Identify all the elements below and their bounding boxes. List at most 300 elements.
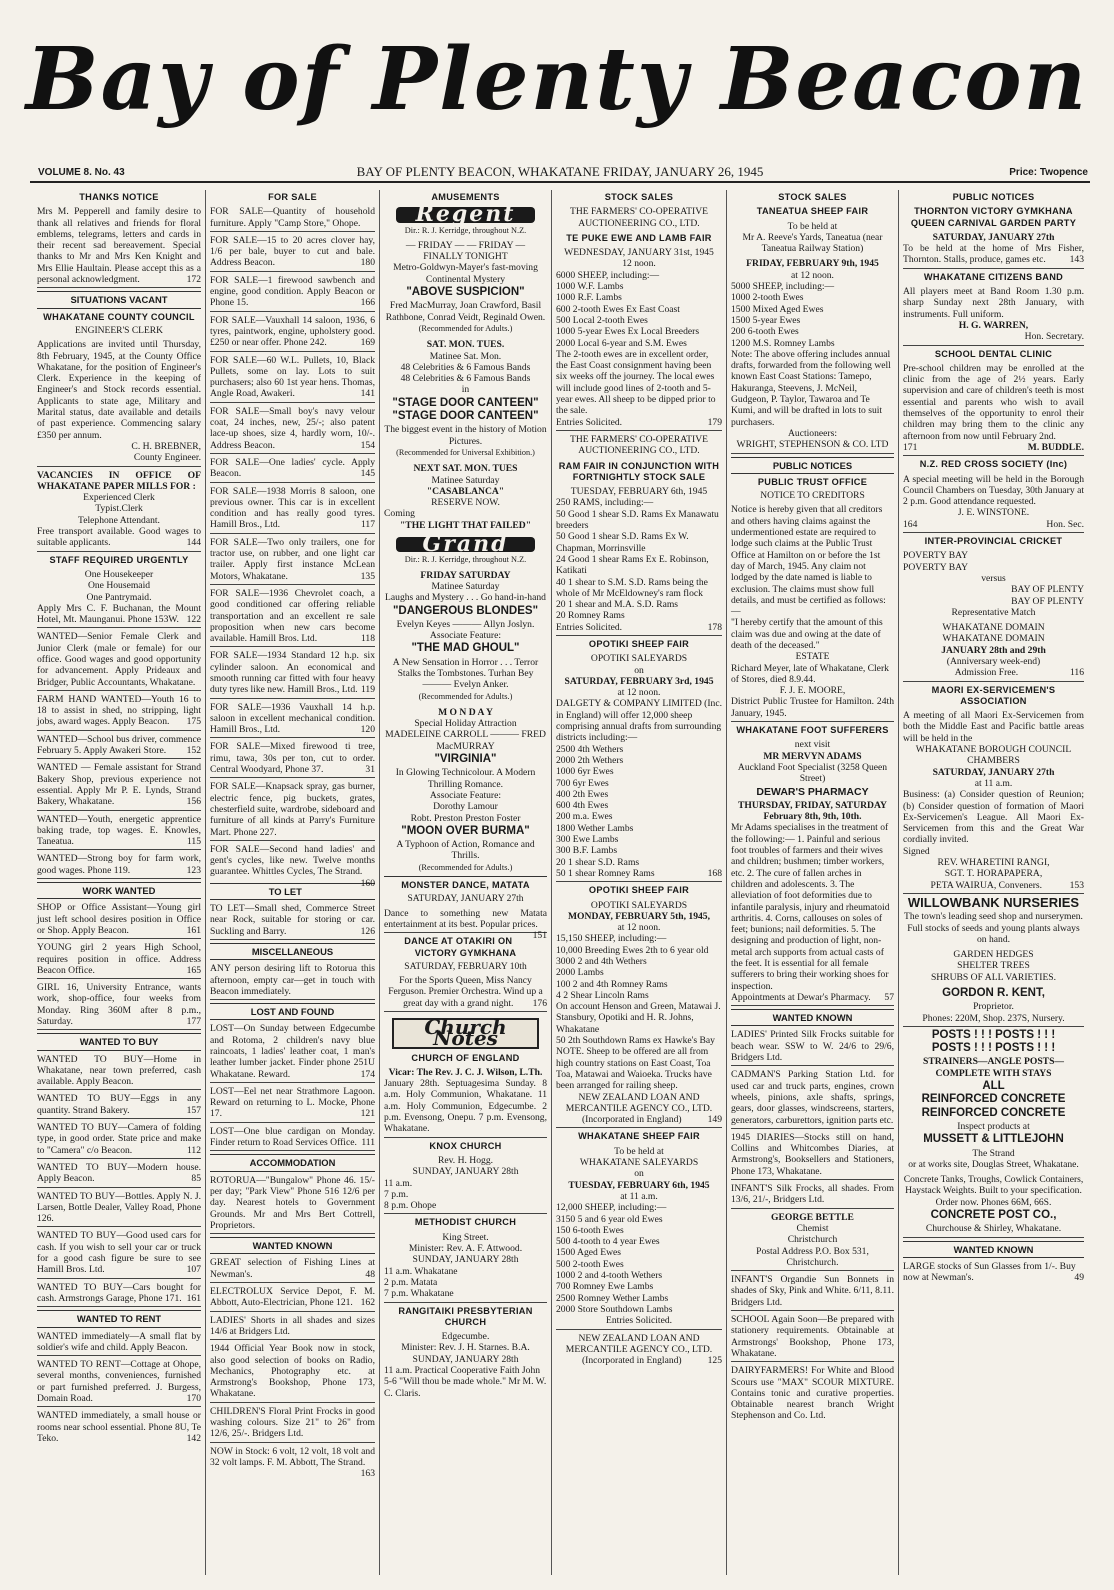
fair-item: 2000 Lambs bbox=[556, 967, 604, 979]
fair-item: 300 B.F. Lambs bbox=[556, 845, 618, 857]
show-note: Coming bbox=[384, 508, 415, 520]
ref-number: 166 bbox=[360, 297, 375, 309]
ad-text: FOR SALE—Quantity of household furniture. Apply "Camp Store," Ohope. bbox=[210, 206, 375, 229]
film-cast: Fred MacMurray, Joan Crawford, Basil Rathbone, Conrad Veidt, Reginald Owen. bbox=[385, 300, 546, 323]
church-minister: Minister: Rev. A. F. Attwood. bbox=[408, 1243, 523, 1255]
fair-item: 200 m.a. Ewes bbox=[556, 811, 613, 823]
classified-ad: 1944 Official Year Book now in stock, also good selection of books on Radio, Mechanics, Photography etc. at Armstrong's Bookshop, Phone 173, Whakatane. bbox=[210, 1343, 375, 1402]
film-cast: Dorothy Lamour bbox=[433, 801, 498, 813]
ad-text: FOR SALE—1936 Chevrolet coach, a good conditioned car offering reliable transportation and an excellent re sale proposition when new cars become available. Hamill Bros. Ltd. bbox=[210, 587, 375, 645]
ref-number: 157 bbox=[186, 1104, 201, 1116]
for-sale-ad bbox=[210, 486, 375, 534]
show-note: RESERVE NOW. bbox=[431, 497, 500, 509]
fair-note: DALGETY & COMPANY LIMITED (Inc. in England) will offer 12,000 sheep comprising annual drafts from surrounding districts including:— bbox=[556, 698, 723, 744]
notice-heading: PUBLIC TRUST OFFICE bbox=[757, 476, 868, 487]
notice-heading: INTER-PROVINCIAL CRICKET bbox=[924, 536, 1063, 547]
ref-number: 112 bbox=[186, 1144, 201, 1156]
ref-number: 161 bbox=[186, 924, 201, 936]
team: BAY OF PLENTY bbox=[1011, 595, 1084, 607]
film-title: "THE LIGHT THAT FAILED" bbox=[399, 519, 532, 531]
service-time: 8 p.m. Ohope bbox=[384, 1200, 437, 1212]
ad-text: YOUNG girl 2 years High School, requires position in office. Address Beacon Office. bbox=[37, 942, 201, 976]
for-sale-ad bbox=[210, 406, 375, 454]
grand-logo: Grand bbox=[396, 537, 535, 552]
venue: WHAKATANE BOROUGH COUNCIL CHAMBERS bbox=[915, 744, 1072, 767]
notice-heading: MAORI EX-SERVICEMEN'S ASSOCIATION bbox=[931, 684, 1056, 706]
section-heading: WANTED KNOWN bbox=[903, 1241, 1084, 1258]
ad-text: For the Sports Queen, Miss Nancy Ferguson. Premier Orchestra. Wind up a great day with a grand night. bbox=[388, 975, 543, 1009]
fair-date: MONDAY, FEBRUARY 5th, 1945, bbox=[568, 910, 710, 922]
notice-text: A special meeting will be held in the Borough Council Chambers on Tuesday, 30th January at 2 p.m. Good attendance requested. bbox=[903, 473, 1084, 508]
ad-text: NOW in Stock: 6 volt, 12 volt, 18 volt and 32 volt lamps. F. M. Abbott, The Strand. bbox=[210, 1445, 375, 1468]
classified-ad: CADMAN'S Parking Station Ltd. for used car and truck parts, engines, crown wheels, pinions, axle shafts, springs, gears, door glasses, windscreens, starters, generators, carburettors, ignition parts etc. bbox=[731, 1069, 894, 1128]
ad-heading: WHAKATANE COUNTY COUNCIL bbox=[43, 311, 195, 322]
ad-text: SHOP or Office Assistant—Young girl just left school desires position in Office or Shop. Apply Beacon. bbox=[37, 902, 201, 936]
show-note: Matinee Saturday bbox=[431, 474, 500, 486]
ad-text: WANTED TO BUY—Eggs in any quantity. Strand Bakery. bbox=[37, 1093, 201, 1116]
fair-item: 50 Good 1 shear S.D. Rams Ex Manawatu breeders bbox=[556, 508, 719, 532]
classified-ad bbox=[37, 1230, 201, 1278]
church-notes-logo: Church Notes bbox=[392, 1018, 539, 1049]
fair-venue: OPOTIKI SALEYARDS bbox=[590, 653, 688, 665]
fair-date: FRIDAY, FEBRUARY 9th, 1945 bbox=[746, 258, 879, 270]
section-heading: FOR SALE bbox=[268, 192, 317, 202]
for-sale-ad bbox=[210, 235, 375, 272]
dance-ad bbox=[384, 880, 547, 942]
concrete-ad bbox=[903, 1030, 1084, 1238]
ref-number: 160 bbox=[360, 877, 375, 889]
ad-text: Apply Mrs C. F. Buchanan, the Mount Hotel, Mt. Maunganui. Phone 153W. bbox=[37, 602, 201, 626]
fair-date: WEDNESDAY, JANUARY 31st, 1945 bbox=[564, 247, 714, 259]
classified-ad bbox=[37, 1122, 201, 1159]
ad-text: The town's leading seed shop and nurserymen. Full stocks of seeds and young plants always on hand. bbox=[904, 911, 1083, 945]
ad-line: Churchouse & Shirley, Whakatane. bbox=[925, 1223, 1062, 1235]
ad-heading: STAFF REQUIRED URGENTLY bbox=[49, 554, 189, 565]
section-heading: PUBLIC NOTICES bbox=[952, 192, 1035, 202]
classified-ad bbox=[37, 762, 201, 810]
church-times bbox=[384, 1178, 547, 1215]
appointment-line bbox=[731, 992, 894, 1006]
match-sub: (Anniversary week-end) bbox=[946, 655, 1041, 667]
signature: M. BUDDLE. bbox=[1027, 441, 1084, 453]
fair-item: 2000 Local 6-year and S.M. Ewes bbox=[556, 337, 687, 349]
classified-ad bbox=[37, 1282, 201, 1308]
show-note: FINALLY TONIGHT bbox=[423, 251, 508, 263]
notice-heading: THORNTON VICTORY GYMKHANA QUEEN CARNIVAL GARDEN PARTY bbox=[910, 206, 1077, 228]
ad-line: GARDEN HEDGES bbox=[953, 949, 1034, 961]
ad-text: FOR SALE—Small boy's navy velour coat, 24 inches, new, 25/-; also patent lace-up shoes, size 4, hardly worn, 10/-. Address Beacon. bbox=[210, 405, 375, 451]
classified-ad bbox=[210, 1257, 375, 1283]
church-minister: Rev. H. Hogg. bbox=[437, 1154, 494, 1166]
ad-text: LOST—On Sunday between Edgecumbe and Rotoma, 2 children's navy blue raincoats, 1 ladies' leather coat, 1 man's leather lumber jacket. Finder phone 251U Whakatane. Reward. bbox=[210, 1023, 375, 1080]
film-rating: (Recommended for Universal Exhibition.) bbox=[396, 447, 535, 457]
ref-number: 120 bbox=[360, 724, 375, 736]
fair-heading: TANEATUA SHEEP FAIR bbox=[756, 206, 869, 217]
classified-ad bbox=[37, 902, 201, 939]
fair-item: 200 6-tooth Ewes bbox=[731, 326, 799, 338]
staff-ad bbox=[37, 555, 201, 629]
fair-footer bbox=[556, 1333, 722, 1367]
film-title: "DANGEROUS BLONDES" bbox=[392, 604, 539, 617]
notice-subheading: next visit bbox=[794, 739, 831, 751]
show-day: NEXT SAT. MON. TUES bbox=[413, 463, 518, 475]
ad-text: FOR SALE—1938 Morris 8 saloon, one previous owner. This car is in excellent condition and has really good tyres. Hamill Bros., Ltd. bbox=[210, 485, 375, 531]
church-date: SUNDAY, JANUARY 28th bbox=[412, 1166, 519, 1178]
show-note: Matinee Sat. Mon. bbox=[429, 350, 502, 362]
ref-number: 178 bbox=[707, 621, 722, 633]
fair-heading: WHAKATANE SHEEP FAIR bbox=[578, 1131, 700, 1142]
film-title: "THE MAD GHOUL" bbox=[411, 642, 520, 655]
ad-text: FOR SALE—15 to 20 acres clover hay, 1/6 per bale, buyer to cut and bale. Address Beacon. bbox=[210, 234, 375, 269]
fair-item: 1800 Wether Lambs bbox=[556, 822, 634, 834]
fair-heading: TE PUKE EWE AND LAMB FAIR bbox=[566, 232, 712, 243]
ref-number: 141 bbox=[360, 388, 375, 400]
ad-line: SHRUBS OF ALL VARIETIES. bbox=[930, 971, 1057, 983]
ad-line: Experienced Clerk bbox=[83, 492, 155, 504]
fair-note: The 2-tooth ewes are in excellent order, the East Coast consignment having been six weeks off the journey. The local ewes will include good lines of 2-tooth and 5-year ewes. All sheep to be dipped prior to the sale. bbox=[556, 348, 716, 417]
ad-text: WANTED—Strong boy for farm work, good wages. Phone 119. bbox=[37, 853, 201, 876]
classified-ad: ANY person desiring lift to Rotorua this afternoon, empty car—get in touch with Beacon immediately. bbox=[210, 963, 375, 1000]
ref-number: 156 bbox=[186, 796, 201, 808]
fair-item: 1000 R.F. Lambs bbox=[556, 292, 622, 304]
ad-text: FOR SALE—1934 Standard 12 h.p. six cylinder saloon. An economical and smooth running car fitted with four heavy duty tyres like new. Hamill Bros., Ltd. bbox=[210, 650, 375, 696]
ad-line: The Strand bbox=[972, 1147, 1015, 1159]
classified-ad: CHILDREN'S Floral Print Frocks in good washing colours. Size 21" to 26" from 12/6, 25/-. Bridgers Ltd. bbox=[210, 1406, 375, 1443]
section-heading: ACCOMMODATION bbox=[210, 1154, 375, 1171]
notice-time: at 11 a.m. bbox=[974, 777, 1013, 789]
ref-number: 126 bbox=[360, 925, 375, 937]
fair-item: 1000 2-tooth Ewes bbox=[731, 292, 804, 304]
show-note: in bbox=[461, 384, 470, 396]
classified-ad: WANTED TO BUY—Home in Whakatane, near town preferred, cash available. Apply Beacon. bbox=[37, 1054, 201, 1091]
ref-number: 121 bbox=[360, 1108, 375, 1120]
ad-line: SHELTER TREES bbox=[957, 960, 1030, 972]
section-heading: MISCELLANEOUS bbox=[210, 943, 375, 960]
fair-time: at 11 a.m. bbox=[620, 1190, 658, 1202]
ad-line: Telephone Attendant. bbox=[78, 514, 160, 526]
film-rating: (Recommended for Adults.) bbox=[418, 323, 513, 333]
classified-ad bbox=[210, 1445, 375, 1480]
ad-text: WANTED — Female assistant for Strand Bakery Shop, previous experience not essential. Apply Mr P. E. Lynds, Strand Bakery, Whakatane. bbox=[37, 762, 201, 808]
entries-note: Entries Solicited. bbox=[556, 1315, 722, 1329]
ref-number: 85 bbox=[191, 1173, 201, 1185]
director-line: Dir.: R. J. Kerridge, throughout N.Z. bbox=[404, 555, 527, 565]
church-heading: CHURCH OF ENGLAND bbox=[411, 1052, 520, 1063]
column-2 bbox=[205, 190, 379, 1575]
ad-text: WANTED TO BUY—Modern house. Apply Beacon. bbox=[37, 1161, 201, 1185]
classified-ad: INFANT'S Organdie Sun Bonnets in shades of Sky, Pink and White. 6/11, 8.11. Bridgers Ltd. bbox=[731, 1274, 894, 1311]
ad-text: TO LET—Small shed, Commerce Street near Rock, suitable for storing or car. Suckling and Barry. bbox=[210, 903, 375, 937]
film-cast: Evelyn Keyes ——— Allyn Joslyn. bbox=[396, 618, 535, 630]
versus: versus bbox=[981, 572, 1006, 584]
show-desc: The biggest event in the history of Motion Pictures. bbox=[384, 424, 547, 447]
section-heading: WANTED TO BUY bbox=[37, 1033, 201, 1050]
for-sale-ad bbox=[210, 588, 375, 647]
signature: F. J. E. MOORE, bbox=[779, 685, 846, 697]
page-columns bbox=[33, 190, 1088, 1575]
film-title: "CASABLANCA" bbox=[426, 485, 505, 497]
fair-item: 50 1 shear Romney Rams bbox=[556, 867, 655, 879]
film-title: "ABOVE SUSPICION" bbox=[406, 286, 525, 299]
match-type: Representative Match bbox=[951, 606, 1036, 618]
fair-item: 1000 W.F. Lambs bbox=[556, 281, 624, 293]
film-rating: (Recommended for Adults.) bbox=[418, 862, 513, 872]
fair-date: SATURDAY, FEBRUARY 3rd, 1945 bbox=[564, 675, 714, 687]
ref-number: 119 bbox=[360, 684, 375, 696]
ref-number: 163 bbox=[360, 1468, 375, 1480]
notice-heading: N.Z. RED CROSS SOCIETY (Inc) bbox=[919, 459, 1068, 470]
fair-item: 150 6-tooth Ewes bbox=[556, 1224, 624, 1236]
fair-heading: RAM FAIR IN CONJUNCTION WITH FORTNIGHTLY STOCK SALE bbox=[558, 460, 720, 482]
for-sale-list bbox=[210, 206, 375, 889]
notice bbox=[903, 272, 1084, 346]
show-desc: A New Sensation in Horror . . . Terror Stalks the Tombstones. Turhan Bey ——— Evelyn Anker. bbox=[392, 656, 539, 691]
fair-item: 5000 SHEEP, including:— bbox=[731, 281, 835, 293]
section-heading: AMUSEMENTS bbox=[431, 192, 500, 202]
regent-logo: Regent bbox=[396, 207, 535, 222]
show-desc: In Glowing Technicolour. A Modern Thrilling Romance. bbox=[395, 767, 536, 790]
show-day: M O N D A Y bbox=[438, 706, 493, 718]
for-sale-ad bbox=[210, 741, 375, 778]
for-sale-ad bbox=[210, 843, 375, 889]
ad-text: FOR SALE—1936 Vauxhall 14 h.p. saloon in excellent mechanical condition. Hamill Bros., Ltd. bbox=[210, 701, 375, 736]
nursery-ad bbox=[903, 894, 1084, 1027]
ref-number: 162 bbox=[360, 1297, 375, 1309]
classified-ad: LADIES' Printed Silk Frocks suitable for beach wear. SSW to W. 24/6 to 29/6, Bridgers Ltd. bbox=[731, 1029, 894, 1066]
fair-item: 2000 2th Wethers bbox=[556, 754, 624, 766]
church-address: King Street. bbox=[442, 1231, 489, 1243]
notice-date: SATURDAY, JANUARY 27th bbox=[932, 766, 1055, 778]
film-title: "VIRGINIA" bbox=[434, 753, 497, 766]
fair-item: 300 Ewe Lambs bbox=[556, 834, 619, 846]
dance-ad bbox=[384, 936, 547, 1012]
film-rating: (Recommended for Adults.) bbox=[418, 691, 513, 701]
fair-note: Note: The above offering includes annual drafts, forwarded from the following well known East Coast Stations: Tamepo, Hakuranga, Steevens, J. McNeil, Gudgeon, P. Taylor, Tawaroa and Te Kumi, and will be drafted in lots to suit purchasers. bbox=[731, 348, 891, 428]
church-address: Edgecumbe. bbox=[441, 1331, 490, 1343]
thanks-notice bbox=[37, 192, 201, 288]
ad-text: WANTED TO RENT—Cottage at Ohope, several months, conveniences, furnished or part furnished preferred. J. Burgess, Domain Road. bbox=[37, 1359, 201, 1405]
ref-number: 116 bbox=[1069, 667, 1084, 679]
classified-ad: DAIRYFARMERS! For White and Blood Scours use "MAX" SCOUR MIXTURE. Contains tonic and curative properties. Obtainable nearest branch Wright Stephenson and Co. Ltd. bbox=[731, 1365, 894, 1422]
fair-item: 2500 Romney Wether Lambs bbox=[556, 1292, 669, 1304]
for-sale-ad bbox=[210, 315, 375, 352]
classified-ad bbox=[37, 853, 201, 879]
entries-note: Entries Solicited. bbox=[556, 416, 623, 428]
fair-item: 20 1 shear and M.A. S.D. Rams bbox=[556, 599, 679, 611]
fair-item: 10,000 Breeding Ewes 2th to 6 year old bbox=[556, 944, 709, 956]
fair-held: To be held at bbox=[614, 1145, 664, 1157]
classified-ad bbox=[37, 814, 201, 851]
team: BAY OF PLENTY bbox=[1011, 584, 1084, 596]
paper-mills-ad bbox=[37, 470, 201, 552]
ad-text: LARGE stocks of Sun Glasses from 1/-. Buy now at Newman's. bbox=[903, 1260, 1076, 1284]
ref-number: 180 bbox=[360, 257, 375, 269]
classified-ad bbox=[903, 1261, 1084, 1284]
ref-number: 135 bbox=[360, 570, 375, 582]
ref-number: 175 bbox=[186, 716, 201, 728]
ref-number: 115 bbox=[186, 836, 201, 848]
ref-number: 143 bbox=[1069, 254, 1084, 266]
church-minister: Minister: Rev. J. H. Starnes. B.A. bbox=[401, 1342, 530, 1354]
classified-ad: WANTED immediately—A small flat by soldier's wife and child. Apply Beacon. bbox=[37, 1331, 201, 1357]
ad-text: FOR SALE—Second hand ladies' and gent's cycles, like new. Twelve months guarantee. Whittles Cycles, The Strand. bbox=[210, 843, 375, 878]
ad-text: FOR SALE—Two only trailers, one for tractor use, on rubber, and one light car trailer. Apply first instance McLean Motors, Whakatane. bbox=[210, 536, 375, 582]
column-3 bbox=[379, 190, 551, 1575]
classified-ad bbox=[210, 1286, 375, 1312]
fair-item: 500 2-tooth Ewes bbox=[556, 1258, 624, 1270]
film-cast: MADELEINE CARROLL ——— FRED MacMURRAY bbox=[385, 729, 546, 752]
ref-number: 31 bbox=[365, 764, 375, 776]
classified-ad bbox=[37, 942, 201, 979]
fair-note: On account Henson and Green, Matawai J. Stansbury, Opotiki and H. R. Johns, Whakatane bbox=[556, 1001, 721, 1035]
show-note: 48 Celebrities & 6 Famous Bands bbox=[400, 373, 531, 385]
fair-on: on bbox=[634, 1168, 644, 1180]
section-heading: STOCK SALES bbox=[604, 192, 674, 202]
fair-heading: OPOTIKI SHEEP FAIR bbox=[588, 638, 690, 649]
classified-ad bbox=[37, 1162, 201, 1188]
ref-number: 118 bbox=[360, 633, 375, 645]
admission: Admission Free. bbox=[954, 667, 1019, 679]
ref-number: 176 bbox=[532, 997, 547, 1009]
fair-footer bbox=[556, 868, 722, 882]
ref-number: 165 bbox=[186, 964, 201, 976]
ad-heading: REINFORCED CONCRETE bbox=[921, 1093, 1066, 1106]
fair-item: 700 6yr Ewes bbox=[556, 777, 609, 789]
notice-heading: WHAKATANE FOOT SUFFERERS bbox=[736, 725, 889, 736]
fair-time: at 12 noon. bbox=[617, 922, 661, 934]
ref-number: 117 bbox=[360, 519, 375, 531]
ad-text: FOR SALE—One ladies' cycle. Apply Beacon. bbox=[210, 456, 375, 480]
fair-item: 1500 5-year Ewes bbox=[731, 314, 801, 326]
section-heading: TO LET bbox=[210, 883, 375, 900]
ad-text: FARM HAND WANTED—Youth 16 to 18 to assist in shed, no stripping, light jobs, award wages. Apply Beacon. bbox=[37, 693, 201, 728]
fair-item: 500 Local 2-tooth Ewes bbox=[556, 314, 648, 326]
column-6 bbox=[898, 190, 1088, 1575]
ref-number: 154 bbox=[360, 439, 375, 451]
show-day: SAT. MON. TUES. bbox=[426, 339, 505, 351]
chemist-name: GEORGE BETTLE bbox=[771, 1211, 854, 1223]
fair-venue: Mr A. Reeve's Yards, Taneatua (near Taneatua Railway Station) bbox=[742, 231, 883, 255]
council-ad bbox=[37, 312, 201, 467]
fair-footer bbox=[556, 1092, 722, 1129]
phone-numbers: Phones: 220M, Shop. 237S, Nursery. bbox=[922, 1012, 1065, 1024]
notice bbox=[903, 459, 1084, 533]
ad-heading: MONSTER DANCE, MATATA bbox=[401, 880, 530, 891]
church-times: 11 a.m. Practical Cooperative Faith John 5-6 "Will thou be made whole." Mr M. W. C. Claris. bbox=[384, 1365, 547, 1399]
fair-item: 600 4th Ewes bbox=[556, 800, 609, 812]
service-time: 7 p.m. bbox=[384, 1188, 409, 1200]
classified-ad bbox=[210, 1086, 375, 1123]
fair-date: TUESDAY, FEBRUARY 6th, 1945 bbox=[568, 1179, 710, 1191]
signature-title: District Public Trustee for Hamilton. 24th January, 1945. bbox=[731, 696, 894, 722]
column-4 bbox=[551, 190, 726, 1575]
fair-venue: WHAKATANE SALEYARDS bbox=[579, 1157, 699, 1169]
specialist-sub: Auckland Foot Specialist (3258 Queen Street) bbox=[737, 761, 888, 785]
classified-ad bbox=[37, 1359, 201, 1407]
chemist-address: Postal Address P.O. Box 531, Christchurch. bbox=[756, 1245, 869, 1268]
ref-number: 142 bbox=[186, 1432, 201, 1444]
ad-line: One Housekeeper bbox=[84, 568, 154, 580]
section-heading: WANTED TO RENT bbox=[37, 1310, 201, 1327]
signature-title: Hon. Secretary. bbox=[1024, 331, 1084, 343]
service-time: 11 a.m. bbox=[384, 1177, 413, 1189]
ad-text: FOR SALE—60 W.L. Pullets, 10, Black Pullets, some on lay. Lots to suit purchasers; also 60 1st year hens. Thomas, Angle Road, Awakeri. bbox=[210, 354, 375, 400]
ref-number: 122 bbox=[186, 614, 201, 626]
cricket-notice bbox=[903, 536, 1084, 682]
classified-ad: ROTORUA—"Bungalow" Phone 46. 15/- per day; "Park View" Phone 516 12/6 per day. Nearest hotels to Government Grounds. Mr and Mrs Bert Cottrell, Proprietors. bbox=[210, 1175, 375, 1234]
ad-text: Dance to something new Matata entertainment at its best. Popular prices. bbox=[384, 907, 547, 930]
ref-number: 161 bbox=[186, 1292, 201, 1304]
ad-text: Free transport available. Good wages to suitable applicants. bbox=[37, 526, 201, 549]
fair-item: 1200 M.S. Romney Lambs bbox=[731, 337, 835, 349]
ref-number: 107 bbox=[186, 1264, 201, 1276]
show-note: Associate Feature: bbox=[429, 789, 502, 801]
notice bbox=[903, 206, 1084, 268]
ad-subheading: ENGINEER'S CLERK bbox=[74, 325, 163, 336]
classified-ad: SCHOOL Again Soon—Be prepared with stationery requirements. Obtainable at Armstrongs' Bookshop, Phone 173, Whakatane. bbox=[731, 1314, 894, 1362]
ref-number: 125 bbox=[707, 1355, 722, 1367]
notice-text: Business: (a) Consider question of Reunion; (b) Consider question of formation of Maori Ex-Servicemen's League. All Maori Ex-Servicemen from this and the Great War cordially invited. bbox=[903, 789, 1084, 846]
fair-item: 1000 2 and 4-tooth Wethers bbox=[556, 1270, 663, 1282]
ad-text: WANTED TO BUY—Cars bought for cash. Armstrongs Garage, Phone 171. bbox=[37, 1281, 201, 1304]
auctioneer-label: Auctioneers: bbox=[787, 427, 838, 439]
ad-heading: VACANCIES IN OFFICE OF WHAKATANE PAPER MILLS FOR : bbox=[37, 469, 201, 492]
match-date: JANUARY 28th and 29th bbox=[941, 644, 1046, 656]
director-line: Dir.: R. J. Kerridge, throughout N.Z. bbox=[404, 225, 527, 235]
ad-text: Concrete Tanks, Troughs, Cowlick Containers, Haystack Weights. Built to your specification. Order now. Phones 66M, 66S. bbox=[903, 1174, 1084, 1208]
section-heading: THANKS NOTICE bbox=[79, 192, 159, 202]
company-name: MUSSETT & LITTLEJOHN bbox=[923, 1133, 1064, 1146]
ref-number: 174 bbox=[360, 1068, 375, 1080]
church-times bbox=[384, 1266, 547, 1303]
notice-text: Mr Adams specialises in the treatment of the following:— 1. Painful and serious foot troubles of farmers and their wives and children; bushmen; timber workers, etc. 2. The cure of fallen arches in children and adolescents. 3. The alleviation of foot deformities due to infantile paralysis, injury and rheumatoid arthritis. 4. Corns, callouses on soles of feet; bunions; nail deformities. 5. The designing and production of light, non-metal arch supports from actual casts of the feet. It is essential for all female sufferers to bring their working shoes for inspection. bbox=[731, 822, 890, 992]
ad-heading: POSTS ! ! ! POSTS ! ! ! bbox=[931, 1028, 1056, 1041]
classified-ad bbox=[210, 1023, 375, 1082]
ad-text: LOST—One blue cardigan on Monday. Finder return to Road Services Office. bbox=[210, 1125, 375, 1149]
church-heading: RANGITAIKI PRESBYTERIAN CHURCH bbox=[398, 1305, 533, 1327]
auctioneer: THE FARMERS' CO-OPERATIVE AUCTIONEERING CO., LTD. bbox=[569, 433, 708, 457]
fair-venue: OPOTIKI SALEYARDS bbox=[590, 899, 688, 911]
classified-ad bbox=[37, 1093, 201, 1119]
ad-text: ELECTROLUX Service Depot, F. M. Abbott, Auto-Electrician, Phone 121. bbox=[210, 1286, 375, 1309]
chemist-sub: Chemist bbox=[796, 1222, 829, 1234]
for-sale-ad bbox=[210, 537, 375, 585]
fair-item: 2500 4th Wethers bbox=[556, 743, 624, 755]
church-heading: KNOX CHURCH bbox=[429, 1140, 502, 1151]
service-time: 7 p.m. Whakatane bbox=[384, 1288, 454, 1300]
notice-heading: SCHOOL DENTAL CLINIC bbox=[934, 348, 1053, 359]
section-heading: PUBLIC NOTICES bbox=[731, 457, 894, 474]
fair-item: 700 Romney Ewe Lambs bbox=[556, 1281, 654, 1293]
fair-item: 1000 5-year Ewes Ex Local Breeders bbox=[556, 326, 700, 338]
church-date: SUNDAY, JANUARY 28th bbox=[412, 1254, 519, 1266]
ad-text: WANTED TO BUY—Camera of folding type, in good order. State price and make to "Camera" c/o Beacon. bbox=[37, 1122, 201, 1156]
fair-item: 500 4-tooth to 4 year Ewes bbox=[556, 1236, 660, 1248]
film-cast: Robt. Preston Preston Foster bbox=[410, 812, 521, 824]
classified-ad: LADIES' Shorts in all shades and sizes 14/6 at Bridgers Ltd. bbox=[210, 1315, 375, 1341]
maori-notice bbox=[903, 685, 1084, 894]
show-desc: A Typhoon of Action, Romance and Thrills. bbox=[396, 839, 535, 862]
section-heading: STOCK SALES bbox=[778, 192, 847, 202]
fair-item: 400 2th Ewes bbox=[556, 788, 609, 800]
fair-item: 6000 SHEEP, including:— bbox=[556, 269, 660, 281]
signed-label: Signed bbox=[903, 845, 930, 857]
for-sale-ad bbox=[210, 702, 375, 739]
ref-number: 177 bbox=[186, 1016, 201, 1027]
ref-number: 149 bbox=[707, 1114, 722, 1126]
ad-text: FOR SALE—Mixed firewood ti tree, rimu, tawa, 30s per ton, cut to order. Central Woodyard, Phone 37. bbox=[210, 741, 375, 776]
price: Price: Twopence bbox=[1009, 167, 1088, 178]
